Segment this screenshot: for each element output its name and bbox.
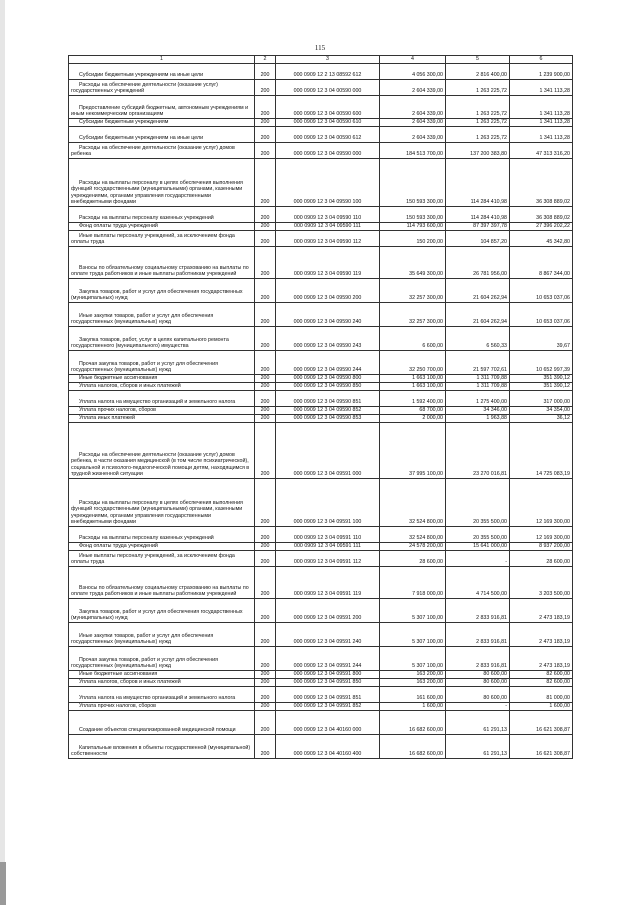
row-executed: 80 600,00 — [446, 679, 510, 687]
row-classification-code: 000 0909 12 3 04 09590 111 — [276, 223, 380, 231]
row-executed: 2 816 400,00 — [446, 64, 510, 80]
table-row — [69, 735, 573, 759]
table-row — [69, 711, 573, 735]
row-unexecuted: 47 313 316,20 — [510, 143, 573, 159]
row-classification-code: 000 0909 12 3 04 09591 119 — [276, 567, 380, 599]
row-executed: 1 963,88 — [446, 415, 510, 423]
row-name: Закупка товаров, работ и услуг для обеспечения государственных (муниципальных) нужд — [69, 599, 255, 623]
row-classification-code: 000 0909 12 3 04 09590 853 — [276, 415, 380, 423]
table-row — [69, 423, 573, 479]
row-approved: 1 592 400,00 — [380, 391, 446, 407]
row-unexecuted: 8 937 200,00 — [510, 543, 573, 551]
row-name: Расходы на выплаты персоналу казенных учреждений — [69, 527, 255, 543]
row-classification-code: 000 0909 12 3 04 09590 200 — [276, 279, 380, 303]
row-approved: 114 793 600,00 — [380, 223, 446, 231]
header-cell: 2 — [255, 56, 276, 64]
row-approved: 150 593 300,00 — [380, 159, 446, 207]
row-classification-code: 000 0909 12 3 04 09591 851 — [276, 687, 380, 703]
row-approved: 163 200,00 — [380, 671, 446, 679]
row-name: Закупка товаров, работ и услуг для обеспечения государственных (муниципальных) нужд — [69, 279, 255, 303]
row-executed: 26 781 956,00 — [446, 247, 510, 279]
row-approved: 24 578 200,00 — [380, 543, 446, 551]
row-unexecuted: 2 473 183,19 — [510, 647, 573, 671]
table-header-row — [69, 56, 573, 64]
row-executed: 137 200 383,80 — [446, 143, 510, 159]
table-row — [69, 415, 573, 423]
table-row — [69, 143, 573, 159]
row-vr-code: 200 — [255, 711, 276, 735]
row-unexecuted: 34 354,00 — [510, 407, 573, 415]
row-vr-code: 200 — [255, 383, 276, 391]
row-executed: 15 641 000,00 — [446, 543, 510, 551]
row-classification-code: 000 0909 12 3 04 09590 851 — [276, 391, 380, 407]
row-approved: 35 649 300,00 — [380, 247, 446, 279]
row-name: Иные бюджетные ассигнования — [69, 671, 255, 679]
row-unexecuted: 16 621 308,87 — [510, 735, 573, 759]
scan-edge — [0, 0, 5, 905]
table-row — [69, 599, 573, 623]
row-unexecuted: 10 652 997,39 — [510, 351, 573, 375]
row-classification-code: 000 0909 12 3 04 09591 110 — [276, 527, 380, 543]
table-row — [69, 551, 573, 567]
row-executed: 2 833 916,81 — [446, 599, 510, 623]
row-unexecuted: 1 239 900,00 — [510, 64, 573, 80]
row-unexecuted: 16 621 308,87 — [510, 711, 573, 735]
row-classification-code: 000 0909 12 3 04 40160 400 — [276, 735, 380, 759]
row-vr-code: 200 — [255, 703, 276, 711]
table-row — [69, 383, 573, 391]
row-name: Уплата налога на имущество организаций и земельного налога — [69, 687, 255, 703]
table-row — [69, 703, 573, 711]
table-row — [69, 159, 573, 207]
header-cell: 4 — [380, 56, 446, 64]
row-vr-code: 200 — [255, 207, 276, 223]
row-executed: 4 714 500,00 — [446, 567, 510, 599]
row-unexecuted: 82 600,00 — [510, 671, 573, 679]
row-approved: 5 307 100,00 — [380, 599, 446, 623]
row-classification-code: 000 0909 12 3 04 09591 112 — [276, 551, 380, 567]
row-executed: 1 263 225,72 — [446, 96, 510, 119]
row-vr-code: 200 — [255, 735, 276, 759]
row-name: Фонд оплаты труда учреждений — [69, 223, 255, 231]
row-approved: 2 604 339,00 — [380, 80, 446, 96]
row-approved: 1 600,00 — [380, 703, 446, 711]
table-row — [69, 543, 573, 551]
row-name: Расходы на обеспечение деятельности (оказание услуг) домов ребенка — [69, 143, 255, 159]
row-classification-code: 000 0909 12 3 04 09590 110 — [276, 207, 380, 223]
row-vr-code: 200 — [255, 64, 276, 80]
row-classification-code: 000 0909 12 3 04 09590 100 — [276, 159, 380, 207]
table-row — [69, 223, 573, 231]
row-classification-code: 000 0909 12 3 04 09591 111 — [276, 543, 380, 551]
row-vr-code: 200 — [255, 599, 276, 623]
header-cell: 1 — [69, 56, 255, 64]
row-unexecuted: 27 396 202,22 — [510, 223, 573, 231]
row-name: Расходы на выплаты персоналу казенных учреждений — [69, 207, 255, 223]
row-approved: 16 682 600,00 — [380, 735, 446, 759]
row-unexecuted: 1 341 113,28 — [510, 96, 573, 119]
table-row — [69, 80, 573, 96]
row-vr-code: 200 — [255, 231, 276, 247]
row-name: Расходы на выплаты персоналу в целях обеспечения выполнения функций государственными (муниципальными) органами, казенными учреждениями, органами управления государственными внебюджетными фондами — [69, 159, 255, 207]
table-row — [69, 479, 573, 527]
table-row — [69, 247, 573, 279]
row-vr-code: 200 — [255, 303, 276, 327]
row-name: Фонд оплаты труда учреждений — [69, 543, 255, 551]
page-number: 115 — [314, 44, 326, 52]
row-executed: 21 597 702,61 — [446, 351, 510, 375]
row-classification-code: 000 0909 12 2 13 08592 612 — [276, 64, 380, 80]
row-approved: 6 600,00 — [380, 327, 446, 351]
row-unexecuted: 36 308 889,02 — [510, 207, 573, 223]
row-executed: 2 833 916,81 — [446, 623, 510, 647]
row-unexecuted: 12 169 300,00 — [510, 527, 573, 543]
table-row — [69, 623, 573, 647]
row-classification-code: 000 0909 12 3 04 09590 000 — [276, 143, 380, 159]
row-name: Иные закупки товаров, работ и услуг для обеспечения государственных (муниципальных) нужд — [69, 303, 255, 327]
row-unexecuted: 8 867 344,00 — [510, 247, 573, 279]
table-row — [69, 567, 573, 599]
row-name: Уплата налога на имущество организаций и земельного налога — [69, 391, 255, 407]
table-row — [69, 679, 573, 687]
row-approved: 161 600,00 — [380, 687, 446, 703]
row-approved: 5 307 100,00 — [380, 647, 446, 671]
row-name: Субсидии бюджетным учреждениям на иные цели — [69, 127, 255, 143]
row-classification-code: 000 0909 12 3 04 09590 800 — [276, 375, 380, 383]
scan-corner-mark — [0, 862, 6, 905]
row-approved: 5 307 100,00 — [380, 623, 446, 647]
row-executed: 20 355 500,00 — [446, 479, 510, 527]
row-executed: - — [446, 703, 510, 711]
row-approved: 2 604 339,00 — [380, 127, 446, 143]
row-name: Взносы по обязательному социальному страхованию на выплаты по оплате труда работников и иные выплаты работникам учреждений — [69, 567, 255, 599]
row-executed: 104 857,20 — [446, 231, 510, 247]
row-vr-code: 200 — [255, 119, 276, 127]
row-executed: - — [446, 551, 510, 567]
row-name: Субсидии бюджетным учреждениям на иные цели — [69, 64, 255, 80]
row-vr-code: 200 — [255, 679, 276, 687]
row-approved: 184 513 700,00 — [380, 143, 446, 159]
row-vr-code: 200 — [255, 223, 276, 231]
header-cell: 3 — [276, 56, 380, 64]
row-executed: 80 600,00 — [446, 671, 510, 679]
row-name: Уплата прочих налогов, сборов — [69, 407, 255, 415]
table-row — [69, 327, 573, 351]
row-name: Иные выплаты персоналу учреждений, за исключением фонда оплаты труда — [69, 551, 255, 567]
row-name: Прочая закупка товаров, работ и услуг для обеспечения государственных (муниципальных) нужд — [69, 351, 255, 375]
row-executed: 2 833 916,81 — [446, 647, 510, 671]
row-classification-code: 000 0909 12 3 04 09591 000 — [276, 423, 380, 479]
table-row — [69, 407, 573, 415]
table-row — [69, 279, 573, 303]
row-unexecuted: 351 390,12 — [510, 375, 573, 383]
budget-table — [68, 55, 573, 759]
row-approved: 163 200,00 — [380, 679, 446, 687]
row-vr-code: 200 — [255, 567, 276, 599]
row-name: Взносы по обязательному социальному страхованию на выплаты по оплате труда работников и иные выплаты работникам учреждений — [69, 247, 255, 279]
row-approved: 1 663 100,00 — [380, 375, 446, 383]
row-approved: 32 524 800,00 — [380, 527, 446, 543]
row-approved: 16 682 600,00 — [380, 711, 446, 735]
row-vr-code: 200 — [255, 391, 276, 407]
row-unexecuted: 45 342,80 — [510, 231, 573, 247]
row-executed: 61 291,13 — [446, 711, 510, 735]
table-row — [69, 303, 573, 327]
table-row — [69, 119, 573, 127]
row-vr-code: 200 — [255, 159, 276, 207]
row-unexecuted: 82 600,00 — [510, 679, 573, 687]
header-cell: 5 — [446, 56, 510, 64]
row-classification-code: 000 0909 12 3 04 09591 244 — [276, 647, 380, 671]
row-unexecuted: 28 600,00 — [510, 551, 573, 567]
row-unexecuted: 1 341 113,28 — [510, 127, 573, 143]
row-classification-code: 000 0909 12 3 04 09591 200 — [276, 599, 380, 623]
row-approved: 32 257 300,00 — [380, 303, 446, 327]
row-executed: 1 263 225,72 — [446, 80, 510, 96]
row-approved: 1 663 100,00 — [380, 383, 446, 391]
table-row — [69, 231, 573, 247]
table-row — [69, 207, 573, 223]
row-classification-code: 000 0909 12 3 04 09590 112 — [276, 231, 380, 247]
row-name: Расходы на обеспечение деятельности (оказание услуг) государственных учреждений — [69, 80, 255, 96]
row-unexecuted: 36 308 889,02 — [510, 159, 573, 207]
row-executed: 87 397 397,78 — [446, 223, 510, 231]
row-classification-code: 000 0909 12 3 04 09590 244 — [276, 351, 380, 375]
row-approved: 28 600,00 — [380, 551, 446, 567]
row-unexecuted: 39,67 — [510, 327, 573, 351]
row-vr-code: 200 — [255, 551, 276, 567]
row-name: Уплата налогов, сборов и иных платежей — [69, 679, 255, 687]
row-classification-code: 000 0909 12 3 04 40160 000 — [276, 711, 380, 735]
table-row — [69, 647, 573, 671]
row-approved: 32 257 300,00 — [380, 279, 446, 303]
row-vr-code: 200 — [255, 375, 276, 383]
row-vr-code: 200 — [255, 80, 276, 96]
row-classification-code: 000 0909 12 3 04 09590 852 — [276, 407, 380, 415]
row-approved: 150 593 300,00 — [380, 207, 446, 223]
row-unexecuted: 36,12 — [510, 415, 573, 423]
row-executed: 23 270 016,81 — [446, 423, 510, 479]
table-row — [69, 351, 573, 375]
row-approved: 2 604 339,00 — [380, 119, 446, 127]
table-row — [69, 527, 573, 543]
row-name: Субсидии бюджетным учреждениям — [69, 119, 255, 127]
row-name: Иные выплаты персоналу учреждений, за исключением фонда оплаты труда — [69, 231, 255, 247]
row-vr-code: 200 — [255, 623, 276, 647]
row-vr-code: 200 — [255, 143, 276, 159]
row-unexecuted: 351 390,12 — [510, 383, 573, 391]
header-cell: 6 — [510, 56, 573, 64]
row-approved: 68 700,00 — [380, 407, 446, 415]
row-name: Расходы на обеспечение деятельности (оказание услуг) домов ребенка, в части оказания медицинской (в том числе психиатрической), социальной и психолого-педагогической помощи детям, находящимся в трудной жизненной ситуации — [69, 423, 255, 479]
row-executed: 1 263 225,72 — [446, 127, 510, 143]
row-vr-code: 200 — [255, 415, 276, 423]
row-classification-code: 000 0909 12 3 04 09590 243 — [276, 327, 380, 351]
row-name: Прочая закупка товаров, работ и услуг для обеспечения государственных (муниципальных) нужд — [69, 647, 255, 671]
row-approved: 4 056 300,00 — [380, 64, 446, 80]
row-classification-code: 000 0909 12 3 04 09590 119 — [276, 247, 380, 279]
row-unexecuted: 81 000,00 — [510, 687, 573, 703]
table-row — [69, 375, 573, 383]
row-vr-code: 200 — [255, 407, 276, 415]
row-executed: 20 355 500,00 — [446, 527, 510, 543]
row-unexecuted: 1 341 113,28 — [510, 80, 573, 96]
row-vr-code: 200 — [255, 96, 276, 119]
row-unexecuted: 1 341 113,28 — [510, 119, 573, 127]
row-executed: 1 275 400,00 — [446, 391, 510, 407]
row-executed: 80 600,00 — [446, 687, 510, 703]
row-classification-code: 000 0909 12 3 04 00590 600 — [276, 96, 380, 119]
row-vr-code: 200 — [255, 527, 276, 543]
row-executed: 34 346,00 — [446, 407, 510, 415]
row-executed: 114 284 410,98 — [446, 159, 510, 207]
table-row — [69, 671, 573, 679]
table-row — [69, 391, 573, 407]
row-vr-code: 200 — [255, 479, 276, 527]
row-approved: 32 524 800,00 — [380, 479, 446, 527]
row-classification-code: 000 0909 12 3 04 09591 240 — [276, 623, 380, 647]
row-unexecuted: 12 169 300,00 — [510, 479, 573, 527]
row-unexecuted: 2 473 183,19 — [510, 599, 573, 623]
row-name: Капитальные вложения в объекты государственной (муниципальной) собственности — [69, 735, 255, 759]
row-name: Предоставление субсидий бюджетным, автономным учреждениям и иным некоммерческим организациям — [69, 96, 255, 119]
table-row — [69, 687, 573, 703]
row-vr-code: 200 — [255, 423, 276, 479]
row-vr-code: 200 — [255, 671, 276, 679]
row-classification-code: 000 0909 12 3 04 09590 240 — [276, 303, 380, 327]
row-executed: 1 311 709,88 — [446, 375, 510, 383]
row-executed: 21 604 262,94 — [446, 279, 510, 303]
row-executed: 1 263 225,72 — [446, 119, 510, 127]
row-name: Уплата налогов, сборов и иных платежей — [69, 383, 255, 391]
row-executed: 114 284 410,98 — [446, 207, 510, 223]
row-classification-code: 000 0909 12 3 04 00590 000 — [276, 80, 380, 96]
row-name: Создание объектов специализированной медицинской помощи — [69, 711, 255, 735]
row-name: Закупка товаров, работ, услуг в целях капитального ремонта государственного (муниципального) имущества — [69, 327, 255, 351]
row-approved: 150 200,00 — [380, 231, 446, 247]
row-name: Иные закупки товаров, работ и услуг для обеспечения государственных (муниципальных) нужд — [69, 623, 255, 647]
row-executed: 21 604 262,94 — [446, 303, 510, 327]
row-classification-code: 000 0909 12 3 04 09591 852 — [276, 703, 380, 711]
row-name: Иные бюджетные ассигнования — [69, 375, 255, 383]
row-classification-code: 000 0909 12 3 04 00590 610 — [276, 119, 380, 127]
row-classification-code: 000 0909 12 3 04 09591 850 — [276, 679, 380, 687]
row-executed: 6 560,33 — [446, 327, 510, 351]
row-name: Уплата иных платежей — [69, 415, 255, 423]
table-row — [69, 64, 573, 80]
row-name: Уплата прочих налогов, сборов — [69, 703, 255, 711]
row-vr-code: 200 — [255, 351, 276, 375]
row-approved: 7 918 000,00 — [380, 567, 446, 599]
row-vr-code: 200 — [255, 687, 276, 703]
row-unexecuted: 14 725 083,19 — [510, 423, 573, 479]
row-classification-code: 000 0909 12 3 04 09590 850 — [276, 383, 380, 391]
row-unexecuted: 10 653 037,06 — [510, 279, 573, 303]
row-approved: 2 000,00 — [380, 415, 446, 423]
row-unexecuted: 2 473 183,19 — [510, 623, 573, 647]
row-classification-code: 000 0909 12 3 04 00590 612 — [276, 127, 380, 143]
row-vr-code: 200 — [255, 647, 276, 671]
row-approved: 32 250 700,00 — [380, 351, 446, 375]
row-unexecuted: 10 653 037,06 — [510, 303, 573, 327]
table-row — [69, 127, 573, 143]
row-executed: 1 311 709,88 — [446, 383, 510, 391]
row-classification-code: 000 0909 12 3 04 09591 100 — [276, 479, 380, 527]
row-unexecuted: 3 203 500,00 — [510, 567, 573, 599]
row-unexecuted: 317 000,00 — [510, 391, 573, 407]
row-vr-code: 200 — [255, 247, 276, 279]
row-classification-code: 000 0909 12 3 04 09591 800 — [276, 671, 380, 679]
row-name: Расходы на выплаты персоналу в целях обеспечения выполнения функций государственными (муниципальными) органами, казенными учреждениями, органами управления государственными внебюджетными фондами — [69, 479, 255, 527]
row-vr-code: 200 — [255, 327, 276, 351]
row-vr-code: 200 — [255, 543, 276, 551]
row-executed: 61 291,13 — [446, 735, 510, 759]
row-vr-code: 200 — [255, 127, 276, 143]
table-row — [69, 96, 573, 119]
row-approved: 2 604 339,00 — [380, 96, 446, 119]
row-unexecuted: 1 600,00 — [510, 703, 573, 711]
row-approved: 37 995 100,00 — [380, 423, 446, 479]
row-vr-code: 200 — [255, 279, 276, 303]
